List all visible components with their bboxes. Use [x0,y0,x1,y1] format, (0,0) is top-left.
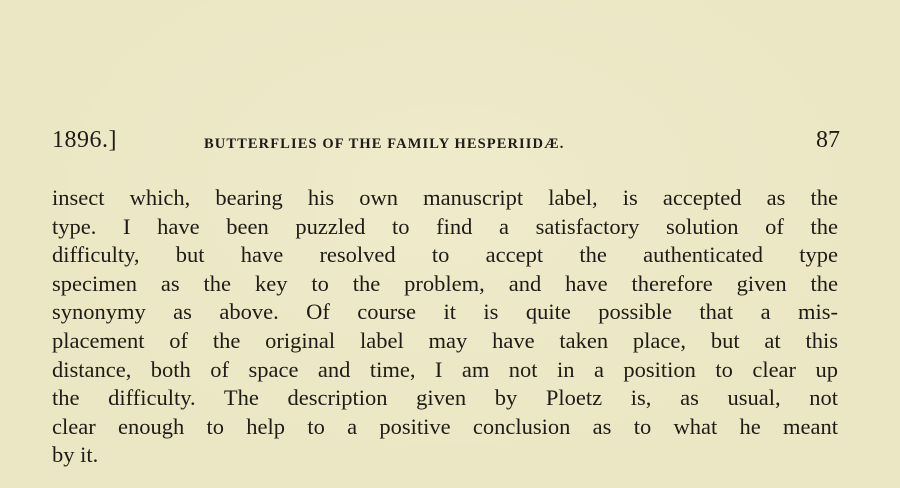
text-line: synonymy as above. Of course it is quite possible that a mis- [52,299,838,325]
page-number: 87 [816,127,840,153]
running-head-year: 1896.] [52,127,117,153]
text-line: the difficulty. The description given by Ploetz is, as usual, not [52,385,838,411]
text-line: distance, both of space and time, I am not in a position to clear up [52,356,838,382]
text-line: difficulty, but have resolved to accept the authenticated type [52,242,838,268]
running-head [52,127,840,157]
running-head-title: BUTTERFLIES OF THE FAMILY HESPERIIDÆ. [204,136,565,152]
text-line: by it. [52,442,99,468]
text-line: clear enough to help to a positive conclusion as to what he meant [52,413,838,439]
text-line: type. I have been puzzled to find a satisfactory solution of the [52,213,838,239]
text-line: placement of the original label may have taken place, but at this [52,327,838,353]
text-line: insect which, bearing his own manuscript label, is accepted as the [52,185,838,210]
text-line: specimen as the key to the problem, and have therefore given the [52,270,838,296]
body-paragraph [52,184,838,470]
